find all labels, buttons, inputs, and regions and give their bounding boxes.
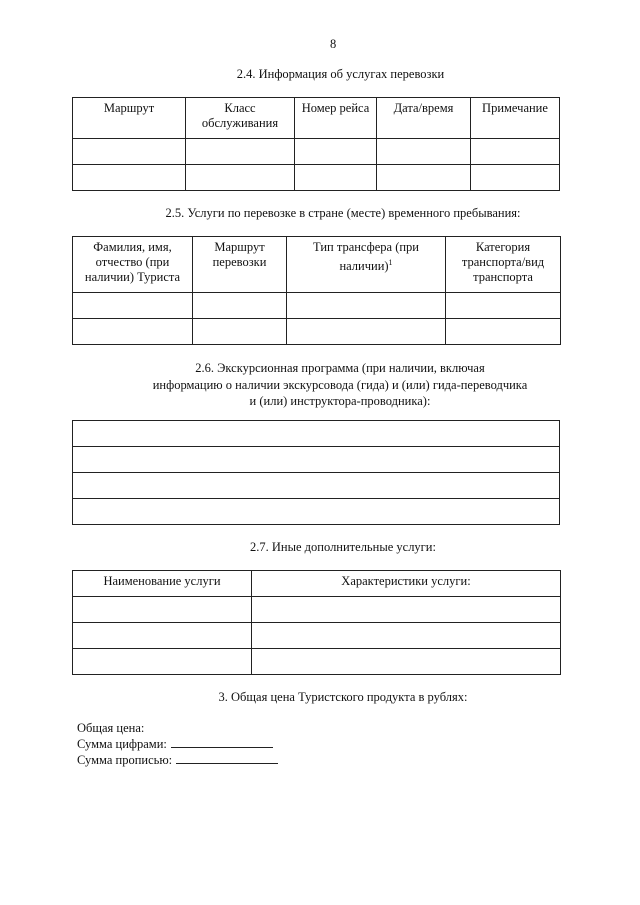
section-2-7-title: 2.7. Иные дополнительные услуги: <box>250 540 436 554</box>
excursion-table <box>72 420 560 525</box>
header-cell: Примечание <box>471 98 560 139</box>
title-line: информацию о наличии экскурсовода (гида) и (или) гида-переводчика <box>152 377 528 392</box>
table-row <box>73 473 560 499</box>
empty-cell[interactable] <box>252 597 561 623</box>
empty-cell[interactable] <box>287 319 446 345</box>
header-cell: Фамилия, имя, отчество (при наличии) Туриста <box>73 237 193 293</box>
table-row <box>73 319 561 345</box>
table-row <box>73 421 560 447</box>
empty-cell[interactable] <box>471 165 560 191</box>
empty-cell[interactable] <box>295 139 377 165</box>
header-cell: Номер рейса <box>295 98 377 139</box>
section-2-6-title <box>72 360 608 410</box>
empty-cell[interactable] <box>446 293 561 319</box>
local-transport-table <box>72 236 561 345</box>
header-cell: Маршрут <box>73 98 186 139</box>
table-row <box>73 165 560 191</box>
empty-cell[interactable] <box>377 139 471 165</box>
empty-cell[interactable] <box>252 649 561 675</box>
table-row <box>73 139 560 165</box>
section-2-4-title: 2.4. Информация об услугах перевозки <box>236 67 445 81</box>
empty-cell[interactable] <box>193 293 287 319</box>
header-cell: Наименование услуги <box>73 571 252 597</box>
total-price-label: Общая цена: <box>77 721 145 735</box>
table-row <box>73 293 561 319</box>
empty-cell[interactable] <box>446 319 561 345</box>
empty-cell[interactable] <box>295 165 377 191</box>
empty-cell[interactable] <box>73 447 560 473</box>
empty-cell[interactable] <box>471 139 560 165</box>
empty-cell[interactable] <box>73 139 186 165</box>
section-2-5-title: 2.5. Услуги по перевозке в стране (месте) временного пребывания: <box>165 206 521 220</box>
empty-cell[interactable] <box>73 293 193 319</box>
sum-words-field[interactable] <box>176 752 278 764</box>
empty-cell[interactable] <box>186 165 295 191</box>
header-cell: Дата/время <box>377 98 471 139</box>
footnote-mark: 1 <box>388 258 393 267</box>
empty-cell[interactable] <box>73 597 252 623</box>
empty-cell[interactable] <box>73 473 560 499</box>
header-text: Тип трансфера (при наличии) <box>313 240 419 274</box>
header-cell <box>287 237 446 293</box>
empty-cell[interactable] <box>73 319 193 345</box>
additional-services-table <box>72 570 561 675</box>
price-block <box>77 720 278 768</box>
header-cell: Категория транспорта/вид транспорта <box>446 237 561 293</box>
empty-cell[interactable] <box>377 165 471 191</box>
table-row <box>73 499 560 525</box>
empty-cell[interactable] <box>252 623 561 649</box>
empty-cell[interactable] <box>73 623 252 649</box>
table-row <box>73 447 560 473</box>
empty-cell[interactable] <box>73 649 252 675</box>
empty-cell[interactable] <box>287 293 446 319</box>
table-row <box>73 649 561 675</box>
header-cell: Маршрут перевозки <box>193 237 287 293</box>
header-cell: Характеристики услуги: <box>252 571 561 597</box>
section-3-title: 3. Общая цена Туристского продукта в рублях: <box>218 690 468 704</box>
sum-digits-label: Сумма цифрами: <box>77 737 167 751</box>
title-line: и (или) инструктора-проводника): <box>249 394 431 408</box>
empty-cell[interactable] <box>73 165 186 191</box>
title-line: 2.6. Экскурсионная программа (при наличии, включая <box>195 361 485 375</box>
sum-digits-field[interactable] <box>171 736 273 748</box>
empty-cell[interactable] <box>73 421 560 447</box>
table-row <box>73 623 561 649</box>
transport-services-table <box>72 97 560 191</box>
empty-cell[interactable] <box>73 499 560 525</box>
empty-cell[interactable] <box>186 139 295 165</box>
sum-words-label: Сумма прописью: <box>77 753 173 767</box>
page-number: 8 <box>330 37 337 51</box>
table-row <box>73 597 561 623</box>
header-cell: Класс обслуживания <box>186 98 295 139</box>
empty-cell[interactable] <box>193 319 287 345</box>
